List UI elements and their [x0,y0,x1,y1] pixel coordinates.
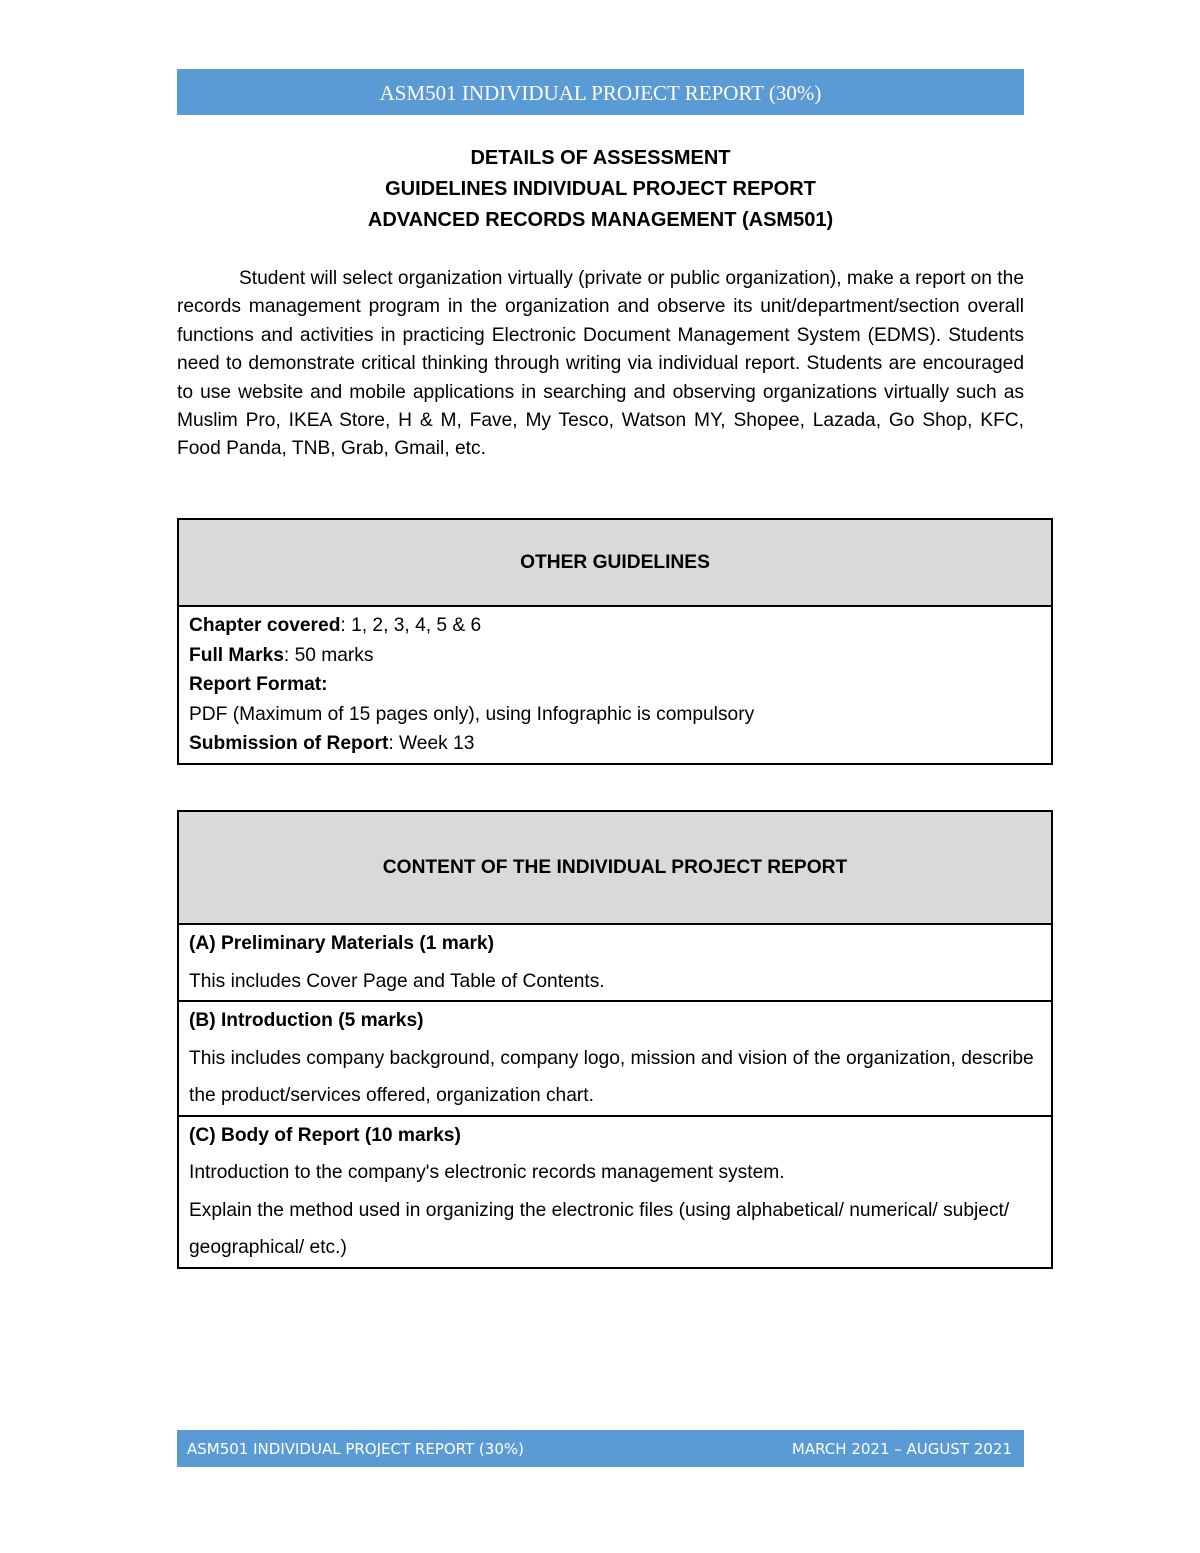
section-text: This includes company background, company logo, mission and vision of the organization, describe the product/services offered, organization chart. [189,1047,1034,1106]
section-introduction [178,1001,1052,1116]
full-marks-value: : 50 marks [283,644,374,666]
footer-right-text: MARCH 2021 – AUGUST 2021 [791,1440,1012,1458]
document-titles [177,143,1024,236]
report-format-value: PDF (Maximum of 15 pages only), using Infographic is compulsory [189,703,755,725]
header-title: ASM501 INDIVIDUAL PROJECT REPORT (30%) [379,81,822,105]
section-title: (A) Preliminary Materials (1 mark) [189,933,494,954]
section-text: This includes Cover Page and Table of Contents. [189,970,605,992]
section-text: Explain the method used in organizing the electronic files (using alphabetical/ numerical/ subject/ geographical/ etc.) [189,1199,1010,1258]
full-marks-label: Full Marks [189,644,284,666]
submission-label: Submission of Report [189,733,389,754]
submission-value: : Week 13 [388,733,475,754]
chapter-covered-label: Chapter covered [189,615,341,636]
page-header-band [177,69,1024,115]
other-guidelines-heading: OTHER GUIDELINES [178,519,1052,606]
title-course: ADVANCED RECORDS MANAGEMENT (ASM501) [367,209,834,231]
other-guidelines-body [178,606,1052,764]
title-guidelines: GUIDELINES INDIVIDUAL PROJECT REPORT [385,178,816,200]
section-title: (C) Body of Report (10 marks) [189,1124,461,1146]
title-details: DETAILS OF ASSESSMENT [470,147,731,169]
section-preliminary [178,924,1052,1001]
section-body [178,1116,1052,1268]
content-heading: CONTENT OF THE INDIVIDUAL PROJECT REPORT [178,811,1052,924]
submission-row [189,729,1041,759]
chapter-covered-value: : 1, 2, 3, 4, 5 & 6 [340,615,482,636]
section-text: Introduction to the company's electronic records management system. [189,1162,785,1183]
report-format-label: Report Format: [189,674,328,695]
page-footer-band [177,1430,1024,1467]
intro-paragraph: Student will select organization virtually (private or public organization), make a report on the records management program in the organization and observe its unit/department/section overall functions and activities in practicing Electronic Document Management System (EDMS). Students need to demonstrate critical thinking through writing via individual report. Students are encouraged to use website and mobile applications in searching and observing organizations virtually such as Muslim Pro, IKEA Store, H & M, Fave, My Tesco, Watson MY, Shopee, Lazada, Go Shop, KFC, Food Panda, TNB, Grab, Gmail, etc. [177,268,1024,460]
chapter-covered-row [189,611,1041,641]
footer-left-text: ASM501 INDIVIDUAL PROJECT REPORT (30%) [187,1440,524,1458]
other-guidelines-table [177,518,1053,765]
full-marks-row [189,641,1041,671]
content-table [177,810,1053,1269]
section-title: (B) Introduction (5 marks) [189,1010,424,1031]
